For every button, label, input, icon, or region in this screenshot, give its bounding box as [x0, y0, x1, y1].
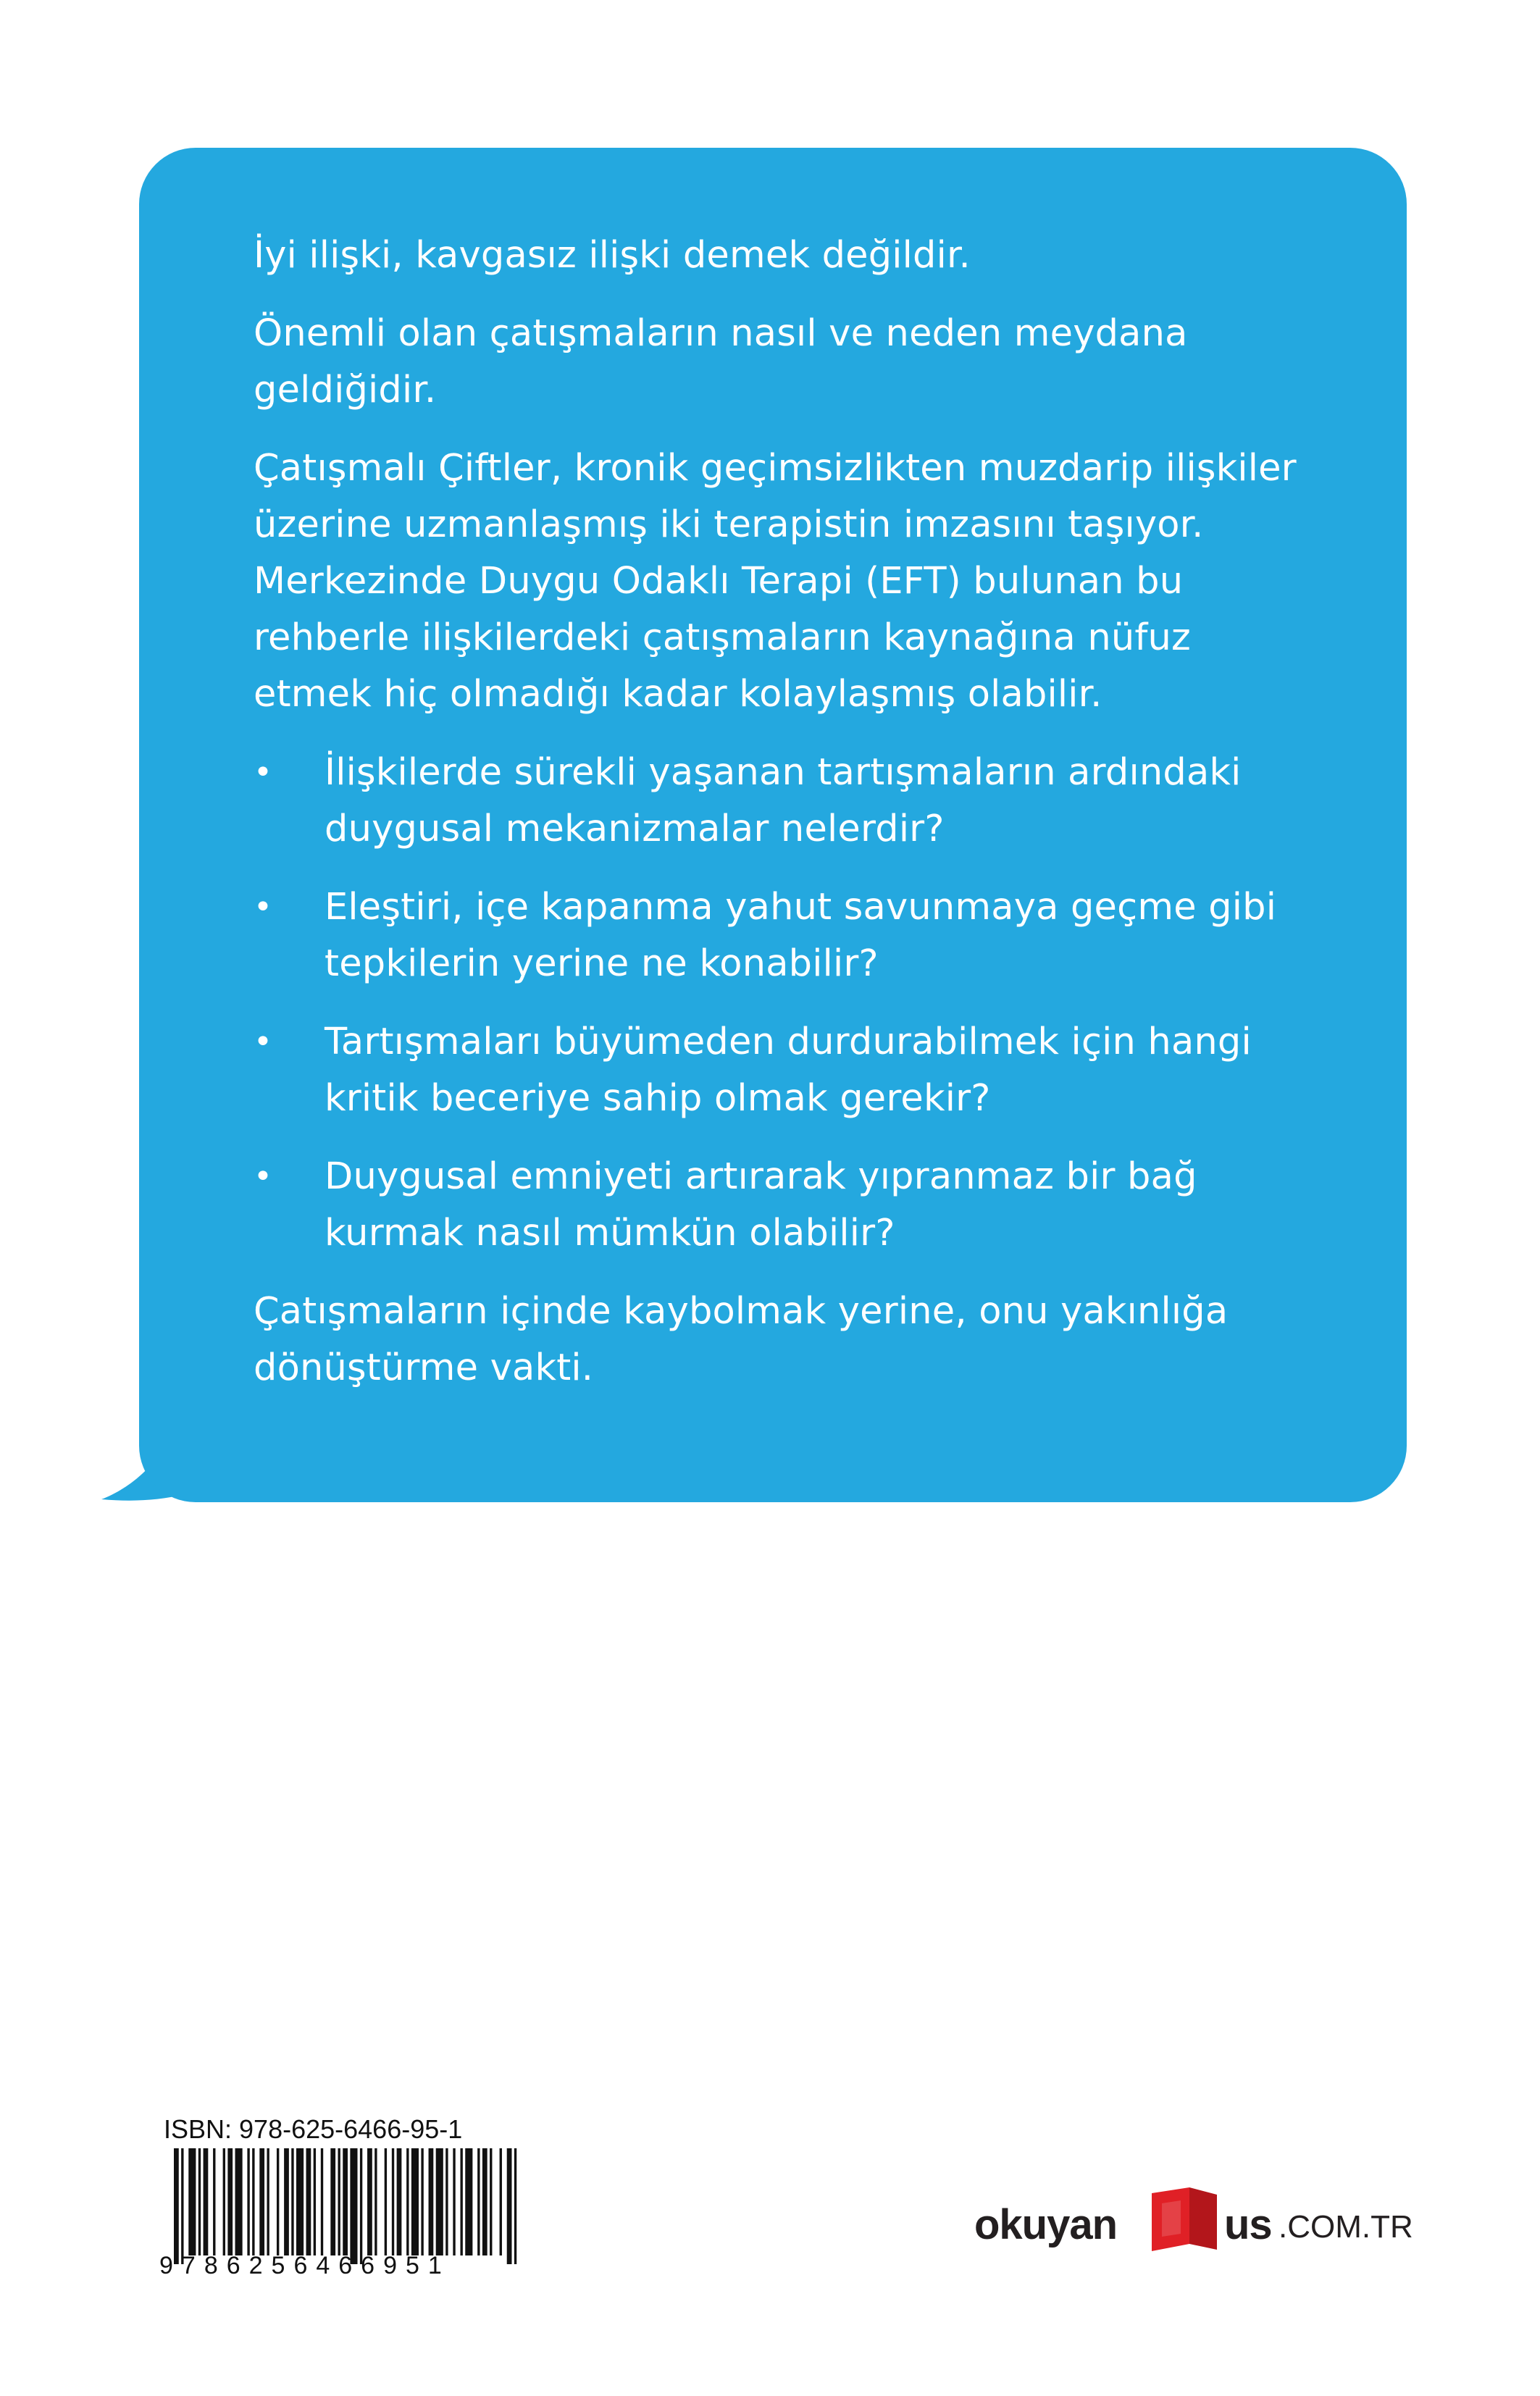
bullet-icon: •: [254, 889, 273, 926]
barcode-bar: [284, 2148, 289, 2255]
barcode-bar: [460, 2148, 462, 2255]
list-item: [254, 745, 1320, 858]
barcode-bar: [291, 2148, 293, 2255]
barcode-bar: [296, 2148, 304, 2255]
barcode-bar: [507, 2148, 512, 2264]
isbn-barcode-block: [159, 2115, 536, 2289]
barcode-bar: [235, 2148, 243, 2255]
barcode-bar: [514, 2148, 516, 2264]
barcode-bar: [360, 2148, 362, 2264]
barcode-bar: [411, 2148, 419, 2255]
blurb-intro: İyi ilişki, kavgasız ilişki demek değildir.: [254, 234, 971, 277]
isbn-label: ISBN: 978-625-6466-95-1: [164, 2114, 463, 2144]
barcode-bar: [500, 2148, 502, 2255]
barcode-bar: [453, 2148, 455, 2255]
barcode-bar: [252, 2148, 254, 2255]
barcode-bar: [445, 2148, 448, 2255]
publisher-logo: [974, 2187, 1423, 2260]
barcode-bar: [267, 2148, 269, 2255]
barcode-bar: [338, 2148, 340, 2255]
barcode-bar: [213, 2148, 215, 2255]
question-list: [254, 745, 1320, 1262]
back-cover-blurb: [254, 227, 1320, 1396]
barcode-bar: [223, 2148, 225, 2255]
barcode-bar: [277, 2148, 279, 2255]
barcode-bar: [406, 2148, 409, 2255]
barcode-bar: [204, 2148, 209, 2255]
blurb-important: Önemli olan çatışmaların nasıl ve neden meydana geldiğidir.: [254, 312, 1188, 411]
barcode-graphic: [174, 2148, 522, 2264]
barcode-bar: [198, 2148, 201, 2255]
barcode-bar: [227, 2148, 233, 2255]
barcode-bar: [321, 2148, 323, 2255]
barcode-bar: [385, 2148, 387, 2255]
list-item-text: İlişkilerde sürekli yaşanan tartışmaların ardındaki duygusal mekanizmalar nelerdir?: [325, 751, 1242, 850]
barcode-bar: [314, 2148, 316, 2255]
publisher-name-part1: okuyan: [974, 2201, 1118, 2248]
blurb-description: Çatışmalı Çiftler, kronik geçimsizlikten muzdarip ilişkiler üzerine uzmanlaşmış iki terapistin imzasını taşıyor. Merkezinde Duygu Odaklı Terapi (EFT) bulunan bu rehberle ilişkilerdeki çatışmaların kaynağına nüfuz etmek hiç olmadığı kadar kolaylaşmış olabilir.: [254, 447, 1297, 716]
barcode-bar: [490, 2148, 492, 2255]
barcode-bar: [181, 2148, 183, 2264]
list-item-text: Tartışmaları büyümeden durdurabilmek için hangi kritik beceriye sahip olmak gerekir?: [325, 1021, 1252, 1120]
barcode-bar: [350, 2148, 357, 2264]
barcode-bar: [482, 2148, 487, 2255]
barcode-bar: [259, 2148, 264, 2255]
barcode-bar: [392, 2148, 394, 2255]
barcode-bar: [421, 2148, 423, 2255]
publisher-name-part2: us: [1224, 2201, 1272, 2248]
barcode-bar: [306, 2148, 311, 2255]
barcode-bar: [397, 2148, 402, 2255]
barcode-bar: [247, 2148, 249, 2255]
barcode-bar: [367, 2148, 372, 2255]
list-item-text: Duygusal emniyeti artırarak yıpranmaz bir bağ kurmak nasıl mümkün olabilir?: [325, 1155, 1197, 1254]
list-item: [254, 879, 1320, 992]
blurb-closing: Çatışmaların içinde kaybolmak yerine, onu yakınlığa dönüştürme vakti.: [254, 1290, 1229, 1389]
barcode-bar: [330, 2148, 335, 2255]
list-item-text: Eleştiri, içe kapanma yahut savunmaya geçme gibi tepkilerin yerine ne konabilir?: [325, 886, 1277, 985]
list-item: [254, 1149, 1320, 1262]
barcode-bar: [343, 2148, 348, 2255]
speech-bubble-panel: [139, 148, 1407, 1502]
barcode-bar: [436, 2148, 443, 2255]
bullet-icon: •: [254, 1158, 273, 1195]
publisher-book-icon: [1144, 2187, 1226, 2256]
barcode-bar: [174, 2148, 179, 2264]
barcode-digits: 9786256466951: [159, 2252, 451, 2279]
bullet-icon: •: [254, 1023, 273, 1060]
list-item: [254, 1014, 1320, 1127]
barcode-bar: [374, 2148, 377, 2255]
bullet-icon: •: [254, 754, 273, 791]
barcode-bar: [429, 2148, 434, 2255]
barcode-bar: [465, 2148, 472, 2255]
publisher-domain: .COM.TR: [1279, 2209, 1413, 2245]
barcode-bar: [188, 2148, 196, 2255]
barcode-bar: [477, 2148, 480, 2255]
